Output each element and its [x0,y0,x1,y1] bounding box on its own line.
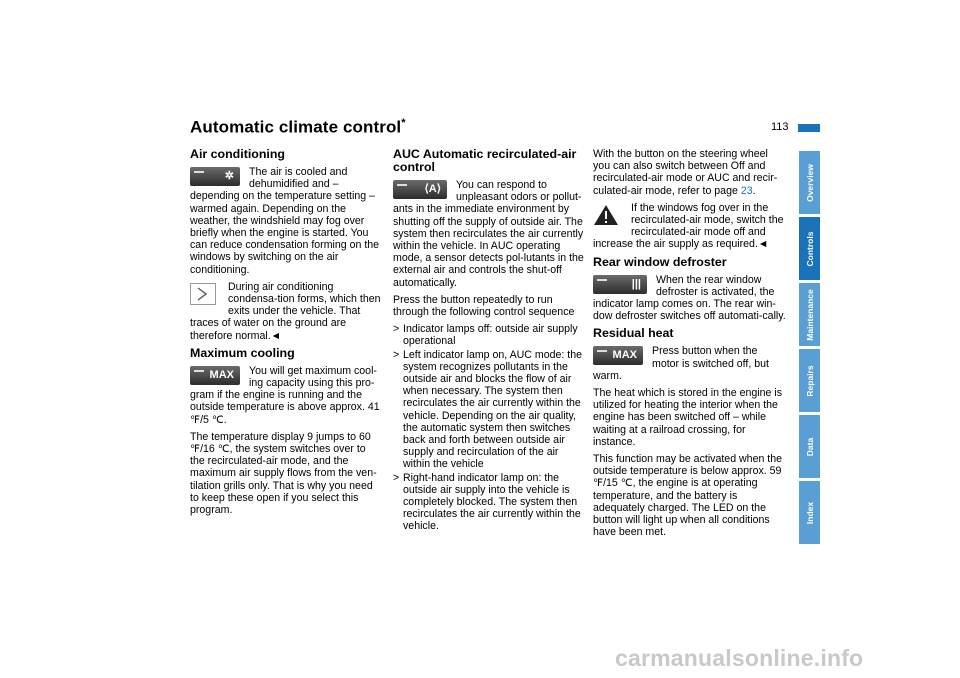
max-button-icon: MAX [190,366,240,385]
maxcool-text2: The temperature display 9 jumps to 60 ℉/16 ℃, the system switches over to the recirculated-air mode, and the maximum air supply flows from the ven-tilation grills only. That is why you need to keep these open if you select this program. [190,430,377,517]
maxcool-heading: Maximum cooling [190,345,295,360]
defrost-text: When the rear window defroster is activated, the indicator lamp comes on. The rear win-dow defroster switches off automati-cally. [593,273,786,323]
auc-sequence-list [393,323,586,532]
auc-heading: AUC Automatic recirculated-air control [393,147,577,174]
list-item: > Left indicator lamp on, AUC mode: the system recognizes pollutants in the outside air and blocks the flow of air when necessary. The system then recirculates the air currently within the vehicle. Depending on the air quality, the automatic system then switches back and forth between outside air supply and recirculation of the air within the vehicle [393,348,583,471]
tab-maintenance[interactable]: Maintenance [799,283,820,346]
section-tabs [799,151,820,547]
auc-text2: Press the button repeatedly to run through the following control sequence [393,293,575,319]
residual-heading: Residual heat [593,326,674,341]
tab-repairs[interactable]: Repairs [799,349,820,412]
end-marker: ◄ [270,329,282,342]
defrost-button-icon: ||| [593,275,647,294]
steering-text: With the button on the steering wheel you can also switch between Off and recirculated-air mode or AUC and recir-culated-air mode, refer to page [593,148,778,197]
list-item: > Indicator lamps off: outside air supply operational [393,323,578,348]
column-3: With the button on the steering wheel you can also switch between Off and recirculated-air mode or AUC and recir-culated-air mode, refer to page 23. If the windows fog over in the recirculated-air mode, switch the recirculated-air mode off and increase the air supply as required.◄ Rear window defroster ||| When the rear window defroster is activated, the indicator lamp comes on. The rear win-dow defroster switches off automati-cally. Residual heat MAX Press button when the motor is switched off, but warm. The heat which is stored in the engine is utilized for heating the interior when the engine has been switched off – while waiting at a railroad crossing, for instance. This function may be activated when the outside temperature is below approx. 59 ℉/15 ℃, the engine is at operating temperature, and the battery is adequately charged. The LED on the button will light up when all conditions have been met. [593,148,786,539]
ac-heading: Air conditioning [190,147,285,161]
auc-button-icon: ⟨A⟩ [393,180,447,199]
ac-note: During air conditioning condensa-tion forms, which then exits under the vehicle. That traces of water on the ground are therefore normal. [190,280,381,342]
residual-text2: The heat which is stored in the engine is utilized for heating the interior when the engine has been switched off – while waiting at a railroad crossing, for instance. [593,387,783,448]
maxcool-text: You will get maximum cool-ing capacity using this pro-gram if the engine is running and the outside temperature is above approx. 41 ℉/5 ℃. [190,364,380,426]
residual-text: Press button when the motor is switched off, but warm. [593,345,769,382]
warning-icon [593,204,619,226]
note-icon [190,283,216,305]
residual-text3: This function may be activated when the outside temperature is below approx. 59 ℉/15 ℃, the engine is at operating temperature, and the battery is adequately charged. The LED on the button will light up when all conditions have been met. [593,453,783,539]
watermark: carmanualsonline.info [615,645,864,671]
column-1 [190,148,382,521]
tab-overview[interactable]: Overview [799,151,820,214]
list-item: > Right-hand indicator lamp on: the outside air supply into the vehicle is completely blocked. The system then recirculates the air currently within the vehicle. [393,471,581,533]
tab-index[interactable]: Index [799,481,820,544]
page-number-bar [798,124,820,132]
ac-text: The air is cooled and dehumidified and – depending on the temperature setting – warmed again. Depending on the weather, the windshield may fog over briefly when the engine is started. You can reduce condensation forming on the windows by switching on the air conditioning. [190,166,380,276]
ac-button-icon: ✲ [190,167,240,186]
auc-text: You can respond to unpleasant odors or pollut-ants in the immediate environment by shutting off the supply of outside air. The system then recirculates the air currently within the vehicle. In AUC operating mode, a sensor detects pol-lutants in the external air and controls the shut-off automatically. [393,179,584,289]
end-marker: ◄ [757,238,769,251]
page-link[interactable]: 23 [740,184,753,197]
column-2 [393,148,586,537]
tab-controls[interactable]: Controls [799,217,820,280]
page-title: Automatic climate control* [190,117,406,137]
page-number: 113 [771,121,789,133]
warning-text: If the windows fog over in the recirculated-air mode, switch the recirculated-air mode off and increase the air supply as required. [593,201,784,251]
defrost-heading: Rear window defroster [593,254,727,269]
tab-data[interactable]: Data [799,415,820,478]
residual-max-button-icon: MAX [593,346,643,365]
